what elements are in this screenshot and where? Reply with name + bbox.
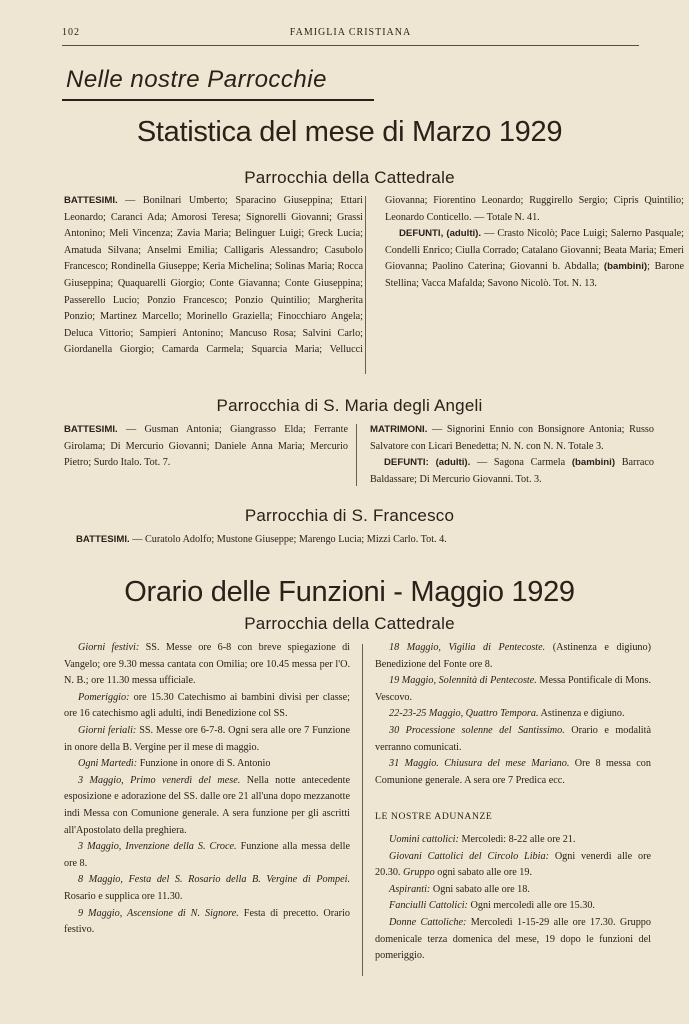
entry-text: Ogni sabato alle ore 18. bbox=[430, 883, 530, 895]
entry-text: Funzione alla messa delle ore 8. bbox=[64, 841, 350, 869]
entry-heading: 19 Maggio, Solennità di Pentecoste. bbox=[389, 675, 537, 687]
entry-text: ogni sabato alle ore 19. bbox=[434, 867, 533, 879]
entry-heading: Ogni Martedì: bbox=[78, 758, 138, 770]
bambini-label: (bambini) bbox=[571, 457, 616, 469]
entry-text: Astinenza e digiuno. bbox=[538, 708, 625, 720]
entry-heading: 22-23-25 Maggio, Quattro Tempora. bbox=[389, 708, 539, 720]
entry-heading: 9 Maggio, Ascensione di N. Signore. bbox=[78, 907, 239, 919]
column-rule-1 bbox=[365, 196, 366, 374]
column-rule-2 bbox=[356, 424, 357, 486]
entry-text: SS. Messe ore 6-8 con breve spiegazione di Vangelo; ore 9.30 messa cantata con Omilia; ore 10.45 messa per l'O. N. B.; ore 11.30 messa ufficiale. bbox=[64, 642, 350, 687]
matrimoni-text: — Signorini Ennio con Bonsignore Antonia; Russo Salvatore con Licari Benedetta; N. N. con N. N. Totale 3. bbox=[370, 424, 654, 452]
defunti-text-2: Barraco Baldassare; Di Mercurio Giovanni. Tot. 3. bbox=[370, 457, 654, 485]
entry-text: Funzione in onore di S. Antonio bbox=[137, 758, 271, 770]
adunanze-title: LE NOSTRE ADUNANZE bbox=[375, 811, 493, 823]
running-head bbox=[62, 27, 639, 41]
entry-heading: Uomini cattolici: bbox=[389, 833, 459, 845]
adunanza-entry bbox=[375, 832, 651, 849]
battesimi-text: — Bonilnari Umberto; Sparacino Giuseppina; Ettari Leonardo; Caranci Ada; Amorosi Teresa; Signorelli Giovanni; Grassi Antonino; Meli Vincenza; Zavia Maria; Belinguer Luigi; Greck Lucia; Amatuda Silvana; Anselmi Emilia; Calligaris Alessandro; Casubolo Francesco; Rondinella Giuseppe; Keria Michelina; Solinas Maria; Rocca Giuseppina; Quaquarelli Giorgio; Conte Giavanna; Conte Giuseppina; Passerello Lucio; Ponzio Francesco; Ponzio Quintilio; Margherita Ponzio; Martinez Marcello; Morinello Graziella; Finocchiaro Angela; Deluca Vittorio; Sampieri Antonino; Mancuso Rosa; Salvini Carlo; Giordanella Giorgio; Camarda Carmela; Squarcia Maria; Vellucci Giovanna; Fiorentino Leonardo; Ruggirello Sergio; Cipris Quintilio; Leonardo Conticello. — Totale N. 41. bbox=[64, 195, 684, 356]
defunti-label: DEFUNTI: (adulti). bbox=[384, 457, 471, 469]
entry-heading: 3 Maggio, Primo venerdì del mese. bbox=[78, 774, 241, 786]
orario-entry bbox=[375, 673, 651, 706]
orario-entry bbox=[64, 872, 350, 905]
orario-title: Orario delle Funzioni - Maggio 1929 bbox=[124, 576, 575, 608]
entry-text: (Astinenza e digiuno) Benedizione del Fonte ore 8. bbox=[375, 642, 651, 670]
section-label: Nelle nostre Parrocchie bbox=[66, 66, 327, 93]
column-rule-3 bbox=[362, 644, 363, 976]
francesco-stats-text bbox=[76, 532, 636, 550]
entry-heading: 18 Maggio, Vigilia di Pentecoste. bbox=[389, 642, 546, 653]
entry-text: ore 15.30 Catechismo ai bambini divisi per classe; ore 16 catechismo agli adulti, indi Benedizione col SS. bbox=[64, 691, 350, 720]
adunanza-entry bbox=[375, 898, 651, 915]
entry-heading: 30 Processione solenne del Santissimo. bbox=[389, 724, 565, 736]
entry-text: Ogni mercoledì alle ore 15.30. bbox=[467, 900, 595, 912]
matrimoni-label: MATRIMONI. bbox=[370, 424, 428, 435]
defunti-text: — Crasto Nicolò; Pace Luigi; Salerno Pasquale; Condelli Enrico; Ciulla Corrado; Catalano Giovanni; Beata Maria; Emeri Giovanna; Paolino Caterina; Giovanni b. Abdalla; bbox=[385, 228, 685, 273]
defunti-text-2: ; Barone Stellina; Vacca Mafalda; Savono Nicolò. Tot. N. 13. bbox=[385, 261, 684, 289]
orario-entry bbox=[375, 640, 651, 673]
magazine-title: FAMIGLIA CRISTIANA bbox=[289, 27, 412, 38]
battesimi-text: — Curatolo Adolfo; Mustone Giuseppe; Marengo Lucia; Mizzi Carlo. Tot. 4. bbox=[129, 534, 447, 545]
entry-heading: Gruppo bbox=[403, 867, 435, 879]
entry-heading: Giorni festivi: bbox=[78, 642, 140, 653]
francesco-title: Parrocchia di S. Francesco bbox=[244, 506, 455, 525]
entry-heading: 3 Maggio, Invenzione della S. Croce. bbox=[78, 841, 237, 853]
entry-heading: Donne Cattoliche: bbox=[389, 916, 467, 928]
entry-text: Festa di precetto. Orario festivo. bbox=[64, 907, 350, 936]
adunanza-entry bbox=[375, 915, 651, 965]
entry-heading: 8 Maggio, Festa del S. Rosario della B. Vergine di Pompei. bbox=[78, 874, 350, 886]
orario-entry bbox=[375, 723, 651, 756]
entry-text: SS. Messe ore 6-7-8. Ogni sera alle ore 7 Funzione in onore della B. Vergine per il mese di maggio. bbox=[64, 724, 350, 753]
entry-text: Mercoledì: 8-22 alle ore 21. bbox=[458, 833, 576, 845]
entry-text: Ogni venerdì alle ore 20.30. bbox=[375, 850, 651, 879]
battesimi-text: — Gusman Antonia; Giangrasso Elda; Ferrante Girolama; Di Mercurio Giovanni; Daniele Anna Maria; Mercurio Pietro; Surdo Italo. Tot. 7. bbox=[64, 424, 348, 469]
orario-entry bbox=[375, 756, 651, 789]
battesimi-label: BATTESIMI. bbox=[64, 424, 118, 435]
orario-entry bbox=[64, 773, 350, 839]
entry-text: Orario e modalità verranno comunicati. bbox=[375, 724, 651, 753]
entry-heading: 31 Maggio. Chiusura del mese Mariano. bbox=[389, 758, 570, 770]
section-rule bbox=[62, 99, 374, 101]
adunanza-entry bbox=[375, 849, 651, 882]
orario-left-column bbox=[64, 640, 350, 980]
orario-entry bbox=[64, 723, 350, 756]
header-rule bbox=[62, 45, 639, 46]
battesimi-label: BATTESIMI. bbox=[64, 195, 118, 206]
orario-entry bbox=[64, 839, 350, 872]
entry-text: Nella notte antecedente esposizione e adorazione del SS. dalle ore 21 all'una dopo mezzanotte indi Messa con Comunione generale. A sera funzione per gli ascritti all'Apostolato della preghiera. bbox=[64, 774, 350, 836]
angeli-stats-text bbox=[64, 422, 654, 490]
defunti-label: DEFUNTI, (adulti). bbox=[399, 228, 482, 240]
orario-right-column bbox=[375, 640, 651, 980]
entry-text: Mercoledì 1-15-29 alle ore 17.30. Gruppo domenicale terza domenica del mese, 19 dopo le funzioni del pomeriggio. bbox=[375, 916, 651, 962]
page-number: 102 bbox=[62, 27, 80, 38]
entry-heading: Giorni feriali: bbox=[78, 724, 137, 736]
orario-entry bbox=[64, 906, 350, 939]
orario-entry bbox=[64, 756, 350, 773]
bambini-label: (bambini) bbox=[603, 261, 648, 273]
entry-heading: Pomeriggio: bbox=[78, 691, 130, 703]
orario-parish-title: Parrocchia della Cattedrale bbox=[244, 614, 455, 633]
orario-entry bbox=[64, 690, 350, 723]
defunti-text: — Sagona Carmela bbox=[470, 457, 572, 469]
entry-heading: Fanciulli Cattolici: bbox=[389, 900, 468, 912]
adunanza-entry bbox=[375, 882, 651, 899]
entry-text: Messa Pontificale di Mons. Vescovo. bbox=[375, 675, 651, 703]
cattedrale-stats-text bbox=[64, 193, 684, 379]
battesimi-label: BATTESIMI. bbox=[76, 534, 130, 545]
orario-entry bbox=[64, 640, 350, 690]
angeli-title: Parrocchia di S. Maria degli Angeli bbox=[216, 396, 483, 415]
stats-title: Statistica del mese di Marzo 1929 bbox=[136, 116, 563, 148]
entry-heading: Aspiranti: bbox=[389, 883, 431, 895]
entry-text: Rosario e supplica ore 11.30. bbox=[64, 890, 183, 902]
orario-entry bbox=[375, 706, 651, 723]
entry-heading: Giovani Cattolici del Circolo Libia: bbox=[389, 850, 549, 862]
cattedrale-title: Parrocchia della Cattedrale bbox=[244, 168, 455, 187]
entry-text: Ore 8 messa con Comunione generale. A sera ore 7 Predica ecc. bbox=[375, 758, 651, 786]
